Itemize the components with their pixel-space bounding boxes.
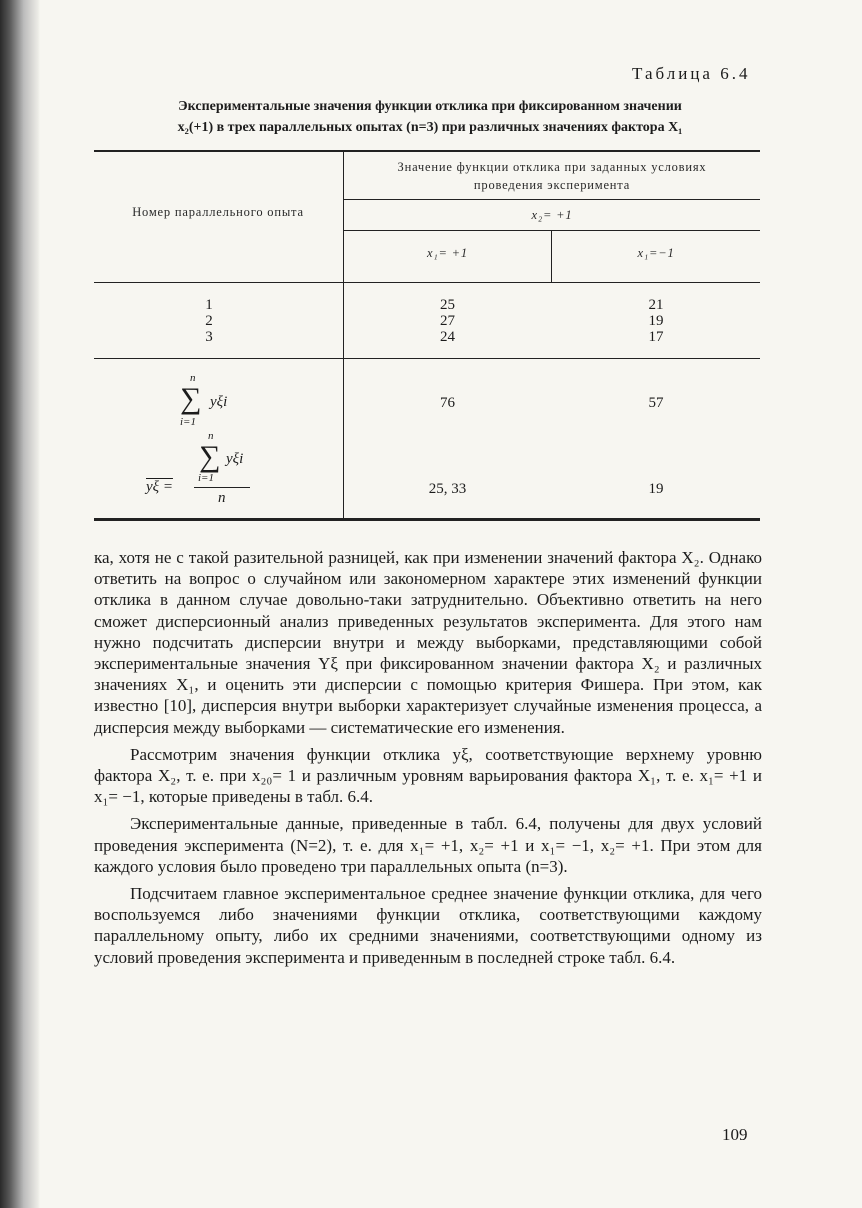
value-x1-neg: 19 — [648, 313, 664, 329]
value-x1-pos: 24 — [440, 329, 455, 345]
sum-term: yξi — [210, 394, 228, 410]
column-header-group: Значение функции отклика при заданных условиях проведения эксперимента — [397, 160, 707, 192]
mean-lhs: yξ = — [146, 479, 173, 495]
paragraph-3: Экспериментальные данные, приведенные в табл. 6.4, получены для двух условий проведения эксперимента (N=2), т. е. для x₁= +1, x₂= +1 и x₁= −1, x₂= +1. При этом для каждого условия было проведено три параллельных опыта (n=3). — [94, 814, 762, 876]
table-caption — [94, 96, 766, 138]
mean-upper-limit: n — [208, 430, 214, 442]
page-number: 109 — [722, 1125, 748, 1144]
data-bottom-rule — [94, 358, 760, 359]
mean-x1-neg: 19 — [648, 481, 664, 497]
run-number: 2 — [205, 313, 213, 329]
run-number: 1 — [205, 297, 213, 313]
column-header-x1-pos: x₁= +1 — [427, 246, 468, 260]
value-x1-pos: 27 — [440, 313, 455, 329]
sum-sigma-symbol: ∑ — [180, 382, 202, 415]
body-text — [94, 547, 762, 968]
value-x1-neg: 17 — [648, 329, 664, 345]
value-x1-pos: 25 — [440, 297, 455, 313]
header-divider-x2 — [344, 199, 760, 200]
paragraph-1: ка, хотя не с такой разительной разницей, как при изменении значений фактора X₂. Однако ответить на вопрос о случайном или закономерном характере этих изменений функции отклика в данном случае довольно-таки затруднительно. Объективно ответить на него сможет дисперсионный анализ приведенных результатов эксперимента. Для этого нам нужно подсчитать дисперсии внутри и между выборками, представляющими собой экспериментальные значения Yξ при фиксированном значении фактора X₂ и различных значениях X₁, и оценить эти дисперсии с помощью критерия Фишера. При этом, как известно [10], дисперсия внутри выборки характеризует случайные изменения процесса, а дисперсия между выборками — систематические его изменения. — [94, 548, 762, 737]
caption-line-1: Экспериментальные значения функции отклика при фиксированном значении — [178, 99, 682, 114]
column-header-x2: x₂= +1 — [531, 208, 573, 222]
paragraph-2: Рассмотрим значения функции отклика yξ, соответствующие верхнему уровню фактора X₂, т. е. при x₂₀= 1 и различным уровням варьирования фактора X₁, т. е. x₁= +1 и x₁= −1, которые приведены в табл. 6.4. — [94, 744, 762, 807]
sum-upper-limit: n — [190, 372, 196, 384]
column-header-x1-neg: x₁=−1 — [637, 246, 675, 260]
mean-lower-limit: i=1 — [198, 472, 214, 484]
mean-fraction-bar — [194, 487, 250, 488]
value-x1-neg: 21 — [648, 297, 664, 313]
header-bottom-rule — [94, 282, 760, 283]
table-label: Таблица 6.4 — [632, 64, 751, 83]
table-top-rule — [94, 150, 760, 152]
mean-sigma-symbol: ∑ — [199, 440, 221, 473]
table-bottom-rule — [94, 518, 760, 521]
sum-x1-pos: 76 — [440, 395, 455, 411]
column-header-run: Номер параллельного опыта — [132, 205, 304, 219]
page-binding-shadow — [0, 0, 40, 1208]
mean-denominator: n — [218, 490, 226, 506]
caption-line-2: x₂(+1) в трех параллельных опытах (n=3) при различных значениях фактора X₁ — [177, 120, 683, 135]
mean-x1-pos: 25, 33 — [428, 481, 467, 497]
sum-x1-neg: 57 — [648, 395, 664, 411]
run-number: 3 — [205, 329, 213, 345]
sum-lower-limit: i=1 — [180, 416, 196, 428]
paragraph-4: Подсчитаем главное экспериментальное среднее значение функции отклика, для чего воспользуемся либо значениями функции отклика, соответствующими каждому параллельному опыту, либо их средними значениями, соответствующими одному из условий проведения эксперимента и приведенным в последней строке табл. 6.4. — [94, 884, 762, 967]
mean-term: yξi — [226, 451, 244, 467]
